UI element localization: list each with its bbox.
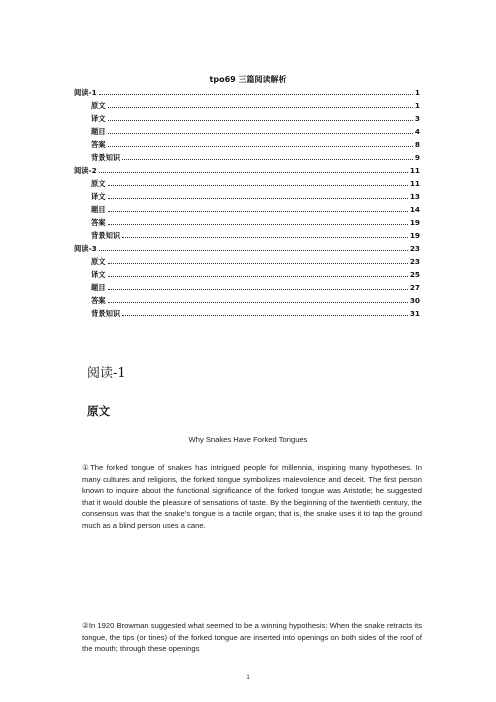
- toc-entry[interactable]: [74, 112, 420, 125]
- toc-entry[interactable]: [74, 99, 420, 112]
- toc-entry-page: 19: [409, 218, 420, 227]
- toc-entry-page: 23: [409, 244, 420, 253]
- toc-entry-page: 9: [414, 153, 420, 162]
- toc-entry-page: 8: [414, 140, 420, 149]
- toc-entry-page: 4: [414, 127, 420, 136]
- body-paragraph: ②In 1920 Browman suggested what seemed to be a winning hypothesis: When the snake retracts its tongue, the tips (or tines) of the forked tongue are inserted into openings on both sides of the roof of the mouth; through these openings: [82, 621, 422, 654]
- toc-entry-label: 背景知识: [91, 231, 121, 240]
- toc-entry-page: 1: [414, 88, 420, 97]
- toc-entry-label: 原文: [91, 179, 106, 188]
- toc-entry-label: 译文: [91, 192, 106, 201]
- toc-entry[interactable]: [74, 229, 420, 242]
- toc-leader-dots: [108, 302, 408, 303]
- body-paragraph: ①The forked tongue of snakes has intrigued people for millennia, inspiring many hypotheses. In many cultures and religions, the forked tongue symbolizes malevolence and deceit. The first person known to inquire about the functional significance of the forked tongue was Aristotle; he suggested that it would double the pleasure of sensations of taste. By the beginning of the twentieth century, the consensus was that the snake’s tongue is a tactile organ; that is, the snake uses it to tap the ground much as a blind person uses a cane.: [82, 463, 422, 530]
- toc-entry-label: 阅读-3: [74, 244, 97, 253]
- toc-leader-dots: [108, 289, 408, 290]
- toc-leader-dots: [108, 185, 408, 186]
- toc-entry-label: 题目: [91, 127, 106, 136]
- toc-entry-label: 背景知识: [91, 309, 121, 318]
- toc-entry-page: 31: [409, 309, 420, 318]
- toc-entry[interactable]: [74, 203, 420, 216]
- toc-leader-dots: [99, 250, 408, 251]
- toc-entry[interactable]: [74, 242, 420, 255]
- toc-entry[interactable]: [74, 86, 420, 99]
- toc-entry-label: 译文: [91, 270, 106, 279]
- toc-leader-dots: [122, 159, 413, 160]
- toc-leader-dots: [108, 211, 408, 212]
- toc-entry[interactable]: [74, 307, 420, 320]
- toc-entry-page: 1: [414, 101, 420, 110]
- toc-entry-label: 阅读-2: [74, 166, 97, 175]
- document-title: tpo69 三篇阅读解析: [209, 75, 287, 84]
- toc-entry[interactable]: [74, 164, 420, 177]
- subsection-heading: 原文: [87, 404, 110, 418]
- toc-entry[interactable]: [74, 294, 420, 307]
- toc-entry-label: 答案: [91, 218, 106, 227]
- toc-leader-dots: [108, 263, 408, 264]
- toc-leader-dots: [108, 198, 408, 199]
- toc-entry-page: 30: [409, 296, 420, 305]
- toc-leader-dots: [108, 146, 413, 147]
- toc-leader-dots: [122, 315, 408, 316]
- toc-entry-label: 题目: [91, 283, 106, 292]
- toc-entry[interactable]: [74, 216, 420, 229]
- toc-leader-dots: [108, 276, 408, 277]
- toc-entry[interactable]: [74, 268, 420, 281]
- toc-entry[interactable]: [74, 151, 420, 164]
- toc-leader-dots: [99, 94, 413, 95]
- toc-entry-label: 答案: [91, 296, 106, 305]
- toc-entry[interactable]: [74, 190, 420, 203]
- toc-leader-dots: [108, 133, 413, 134]
- toc-entry-label: 答案: [91, 140, 106, 149]
- toc-entry[interactable]: [74, 138, 420, 151]
- toc-entry-page: 23: [409, 257, 420, 266]
- page-number: 1: [246, 674, 250, 681]
- toc-entry-label: 背景知识: [91, 153, 121, 162]
- toc-entry-page: 11: [409, 166, 420, 175]
- toc-entry-label: 原文: [91, 101, 106, 110]
- toc-leader-dots: [108, 120, 413, 121]
- toc-leader-dots: [122, 237, 408, 238]
- toc-entry-label: 题目: [91, 205, 106, 214]
- toc-entry[interactable]: [74, 177, 420, 190]
- table-of-contents: [74, 86, 420, 320]
- article-title: Why Snakes Have Forked Tongues: [188, 435, 308, 444]
- toc-entry-page: 25: [409, 270, 420, 279]
- toc-entry[interactable]: [74, 255, 420, 268]
- toc-entry-page: 3: [414, 114, 420, 123]
- toc-leader-dots: [99, 172, 408, 173]
- toc-entry-page: 19: [409, 231, 420, 240]
- toc-leader-dots: [108, 107, 413, 108]
- toc-entry-label: 阅读-1: [74, 88, 97, 97]
- toc-entry-page: 14: [409, 205, 420, 214]
- toc-entry-page: 11: [409, 179, 420, 188]
- toc-entry-page: 13: [409, 192, 420, 201]
- toc-entry[interactable]: [74, 281, 420, 294]
- toc-entry-label: 原文: [91, 257, 106, 266]
- toc-entry-page: 27: [409, 283, 420, 292]
- toc-entry[interactable]: [74, 125, 420, 138]
- toc-leader-dots: [108, 224, 408, 225]
- toc-entry-label: 译文: [91, 114, 106, 123]
- section-heading: 阅读-1: [87, 366, 126, 381]
